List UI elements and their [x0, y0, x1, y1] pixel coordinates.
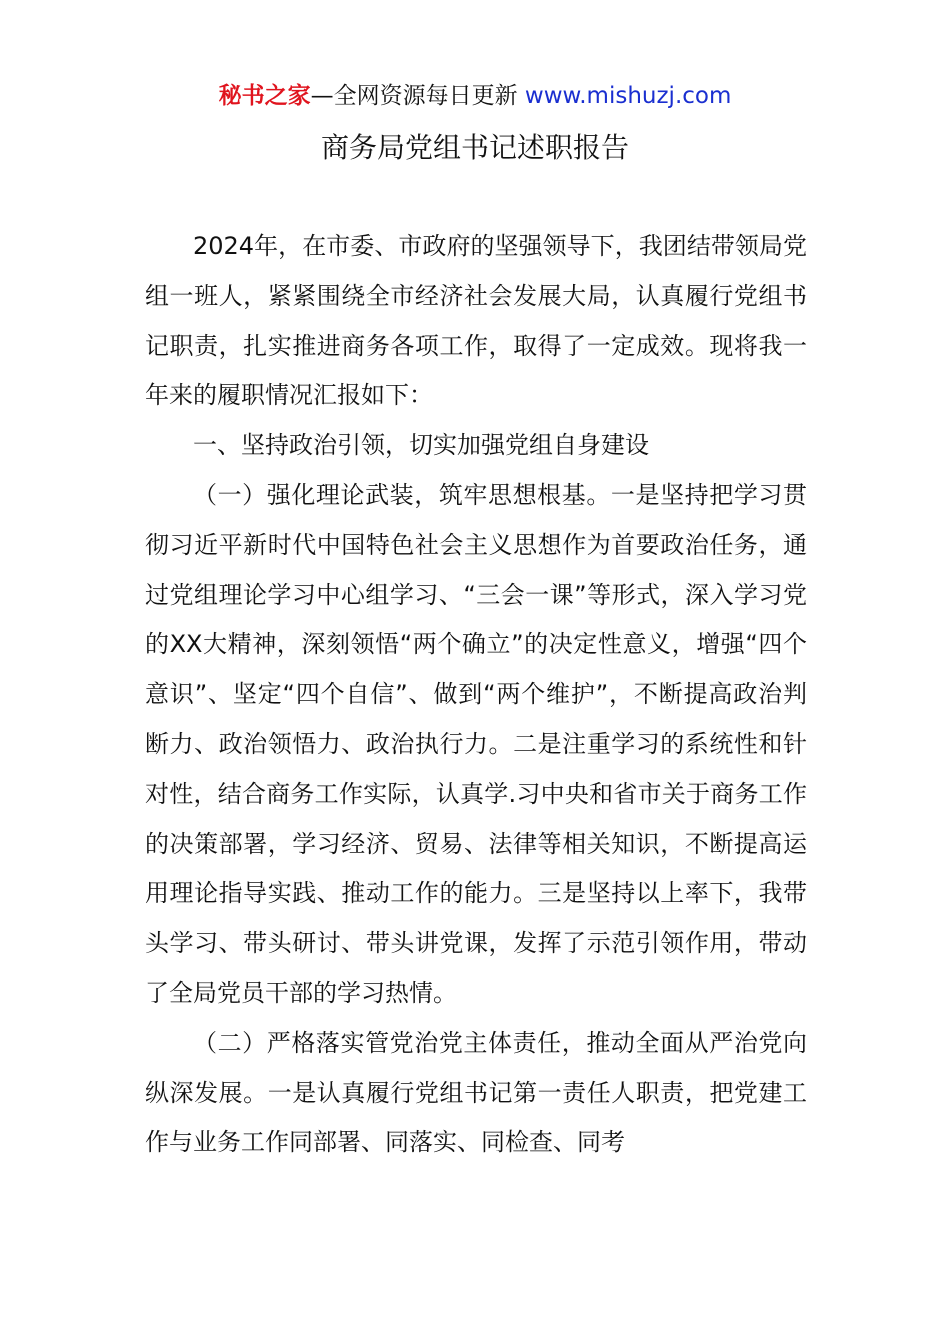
document-body: [145, 222, 807, 1168]
body-paragraph: （一）强化理论武装，筑牢思想根基。一是坚持把学习贯彻习近平新时代中国特色社会主义思想作为首要政治任务，通过党组理论学习中心组学习、“三会一课”等形式，深入学习党的XX大精神，深刻领悟“两个确立”的决定性意义，增强“四个意识”、坚定“四个自信”、做到“两个维护”，不断提高政治判断力、政治领悟力、政治执行力。二是注重学习的系统性和针对性，结合商务工作实际，认真学.习中央和省市关于商务工作的决策部署，学习经济、贸易、法律等相关知识，不断提高运用理论指导实践、推动工作的能力。三是坚持以上率下，我带头学习、带头研讨、带头讲党课，发挥了示范引领作用，带动了全局党员干部的学习热情。: [145, 480, 807, 1007]
site-url-link[interactable]: www.mishuzj.com: [524, 83, 732, 109]
body-paragraph: （二）严格落实管党治党主体责任，推动全面从严治党向纵深发展。一是认真履行党组书记第一责任人职责，把党建工作与业务工作同部署、同落实、同检查、同考: [145, 1028, 807, 1157]
document-title: 商务局党组书记述职报告: [320, 131, 629, 164]
site-header: [0, 80, 950, 112]
site-tagline: —全网资源每日更新: [310, 83, 518, 109]
site-brand: 秘书之家: [218, 83, 311, 109]
section-heading: 一、坚持政治引领，切实加强党组自身建设: [193, 431, 649, 460]
intro-paragraph: 2024年，在市委、市政府的坚强领导下，我团结带领局党组一班人，紧紧围绕全市经济社会发展大局，认真履行党组书记职责，扎实推进商务各项工作，取得了一定成效。现将我一年来的履职情况汇报如下：: [145, 232, 807, 410]
